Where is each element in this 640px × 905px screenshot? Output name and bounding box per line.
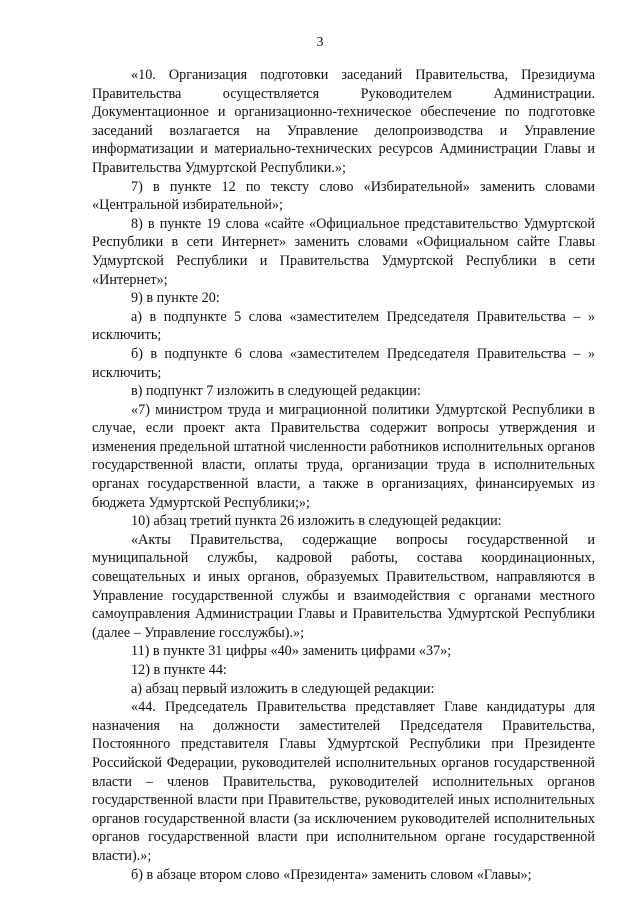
item-9-a: а) в подпункте 5 слова «заместителем Председателя Правительства – » исключить; <box>92 308 595 344</box>
item-12-b: б) в абзаце втором слово «Президента» заменить словом «Главы»; <box>131 866 532 883</box>
item-9-b: б) в подпункте 6 слова «заместителем Председателя Правительства – » исключить; <box>92 345 595 381</box>
subitem-7-text: «7) министром труда и миграционной политики Удмуртской Республики в случае, если проект акта Правительства содержит вопросы утверждения и изменения предельной штатной численности работников исполнительных органов государственной власти, оплаты труда, организации труда в исполнительных органах государственной власти, а также в организациях, финансируемых из бюджета Удмуртской Республики;»; <box>92 401 595 511</box>
item-12-a: а) абзац первый изложить в следующей редакции: <box>131 680 435 697</box>
document-body <box>92 66 595 884</box>
item-10-text: «Акты Правительства, содержащие вопросы государственной и муниципальной службы, кадровой работы, состава координационных, совещательных и иных органов, образуемых Правительством, направляются в Управление государственной службы и взаимодействия с органами местного самоуправления Администрации Главы и Правительства Удмуртской Республики (далее – Управление госслужбы).»; <box>92 531 595 641</box>
item-12: 12) в пункте 44: <box>131 662 227 678</box>
item-10: 10) абзац третий пункта 26 изложить в следующей редакции: <box>131 513 502 530</box>
item-7: 7) в пункте 12 по тексту слово «Избирательной» заменить словами «Центральной избирательной»; <box>92 178 595 214</box>
paragraph-44-text: «44. Председатель Правительства представляет Главе кандидатуры для назначения на должности заместителей Председателя Правительства, Постоянного представителя Главы Удмуртской Республики при Президенте Российской Федерации, руководителей исполнительных органов государственной власти – членов Правительства, руководителей исполнительных органов государственной власти при Правительстве, руководителей иных исполнительных органов государственной власти (за исключением руководителей исполнительных органов государственной власти при исполнительном органе государственной власти).»; <box>92 699 595 864</box>
item-9-v: в) подпункт 7 изложить в следующей редакции: <box>131 383 421 400</box>
item-11: 11) в пункте 31 цифры «40» заменить цифрами «37»; <box>131 643 452 660</box>
item-9: 9) в пункте 20: <box>131 290 220 307</box>
paragraph-10-text: «10. Организация подготовки заседаний Правительства, Президиума Правительства осуществляется Руководителем Администрации. Документационное и организационно-техническое обеспечение по подготовке заседаний возлагается на Управление делопроизводства и Управление информатизации и материально-технических ресурсов Администрации Главы и Правительства Удмуртской Республики.»; <box>92 67 595 176</box>
item-8: 8) в пункте 19 слова «сайте «Официальное представительство Удмуртской Республики в сети Интернет» заменить словами «Официальном сайте Главы Удмуртской Республики и Правительства Удмуртской Республики в сети «Интернет»; <box>92 215 595 288</box>
page-number: 3 <box>316 35 324 50</box>
